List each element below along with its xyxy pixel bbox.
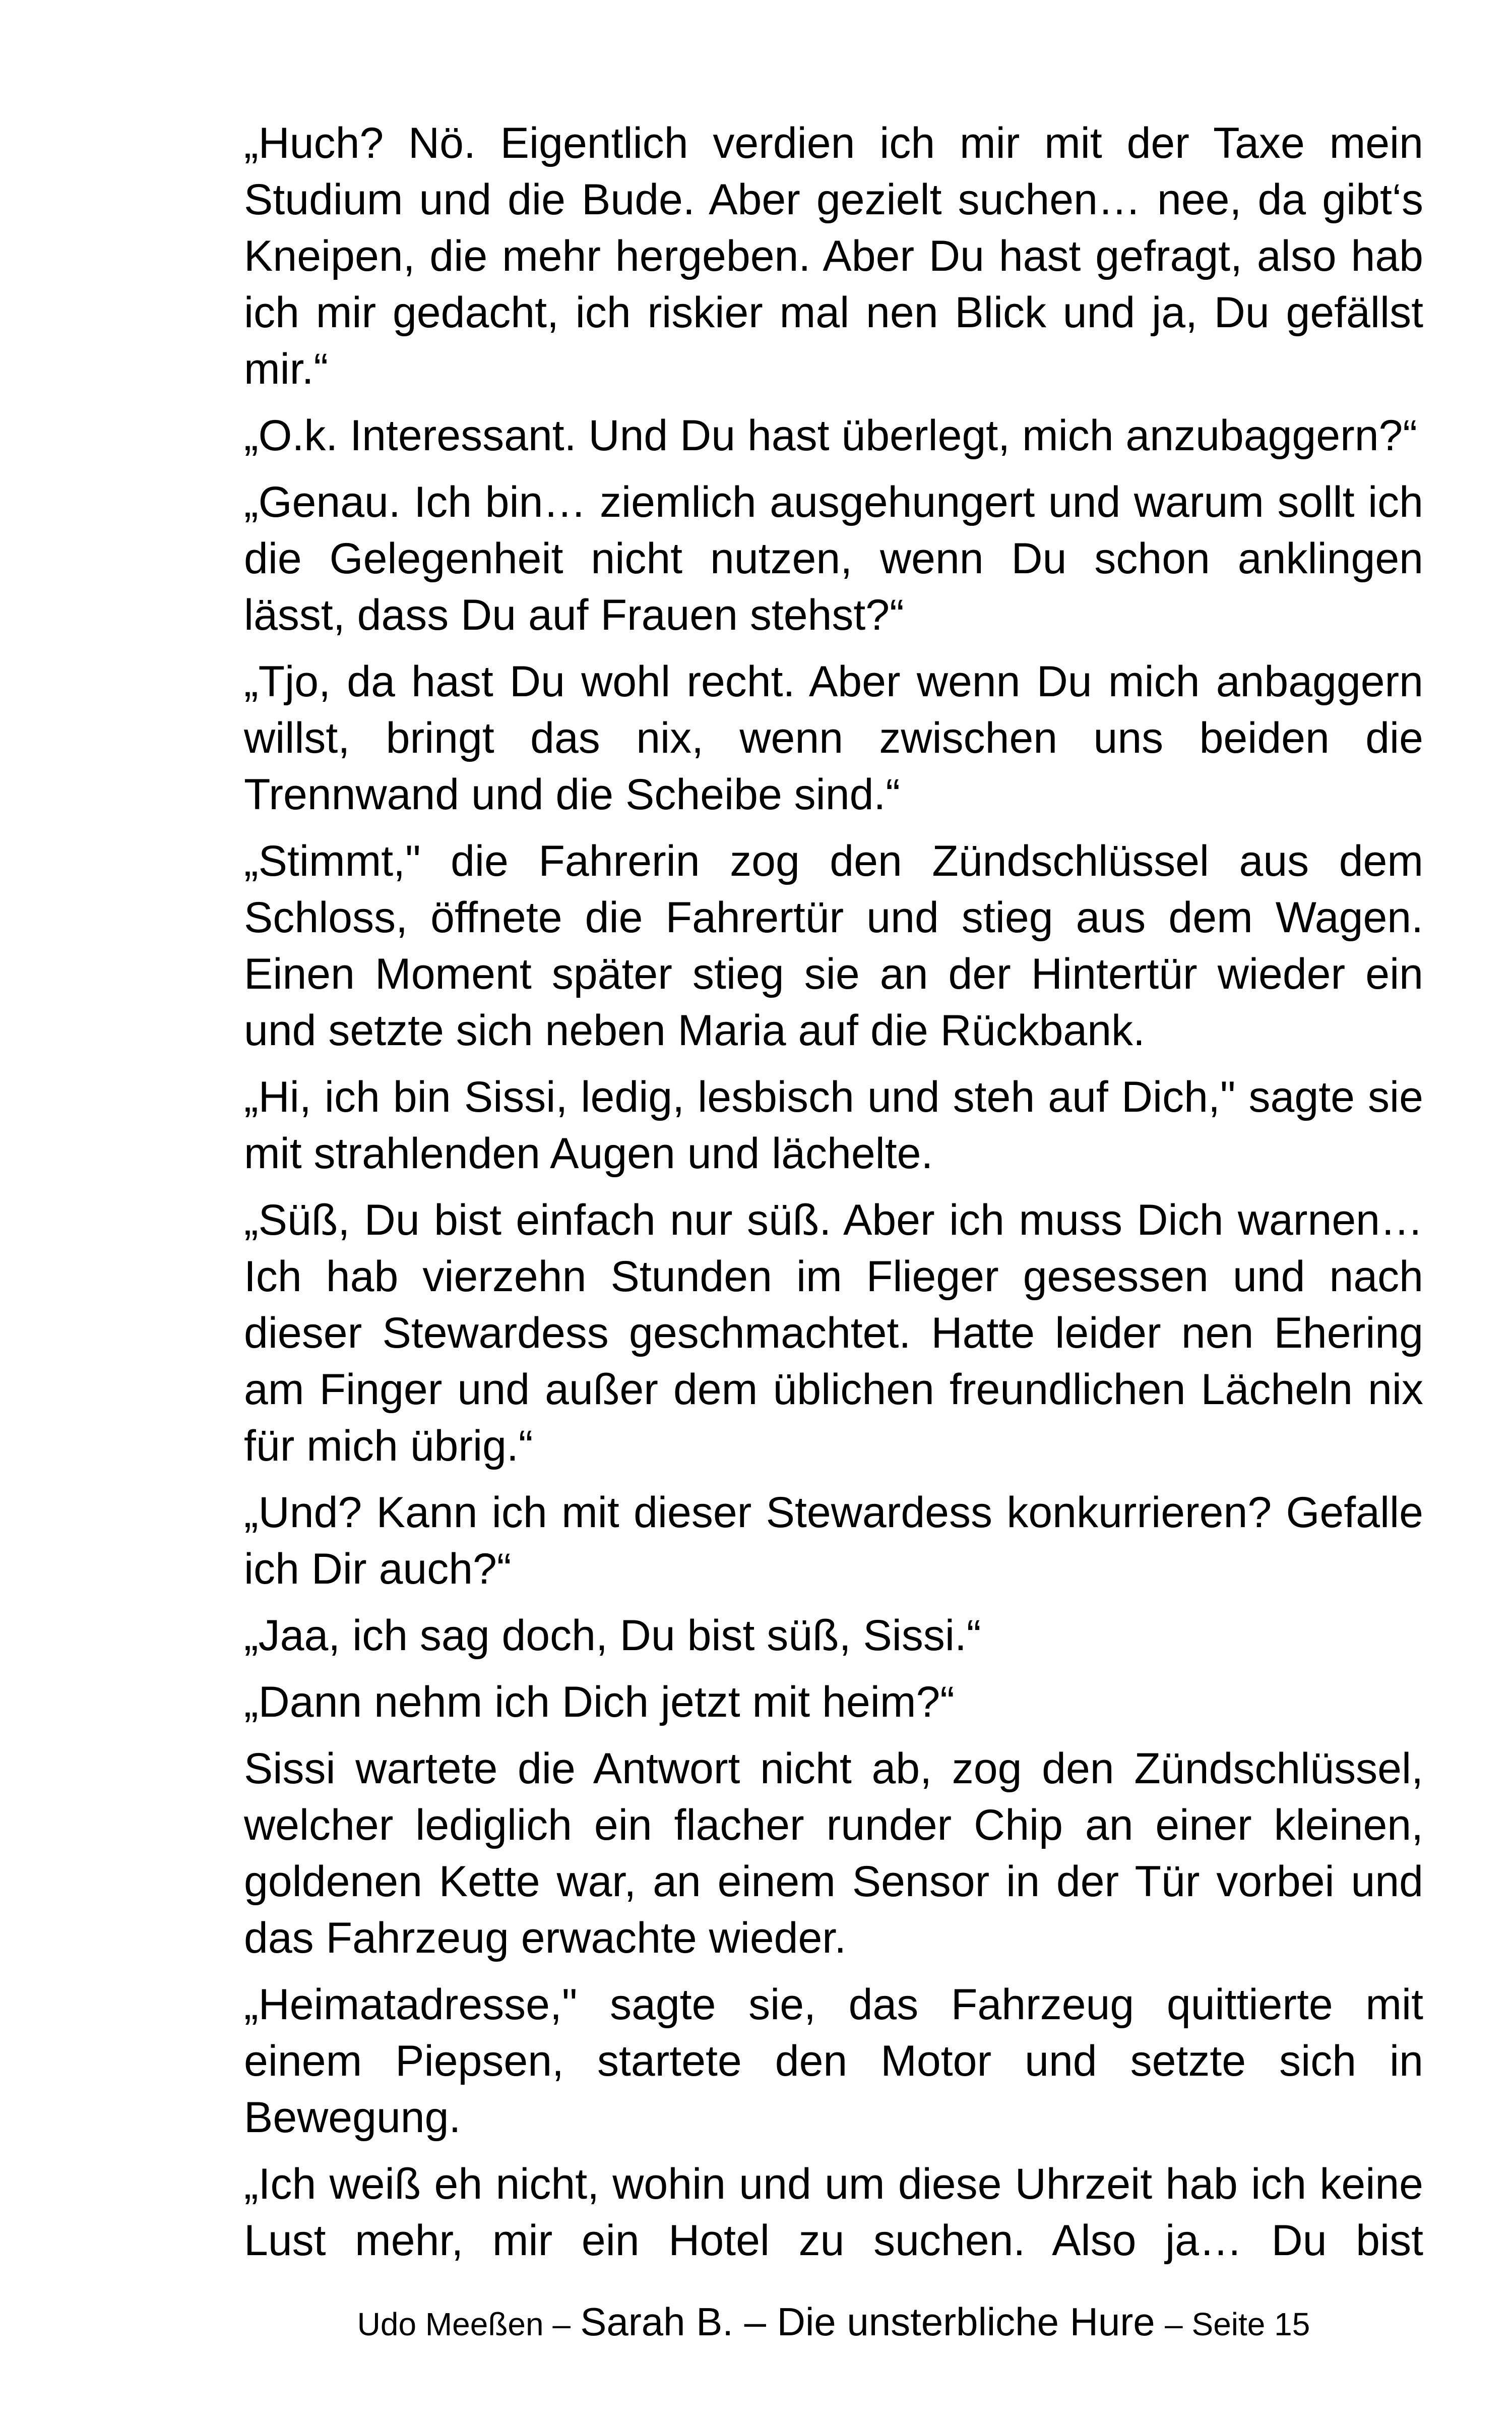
page-footer xyxy=(244,2299,1423,2347)
paragraph-9: „Jaa, ich sag doch, Du bist süß, Sissi.“ xyxy=(244,1611,981,1660)
paragraph-6: „Hi, ich bin Sissi, ledig, lesbisch und steh auf Dich," sagte sie mit strahlenden Augen und lächelte. xyxy=(244,1073,1423,1178)
footer-author: Udo Meeßen – xyxy=(357,2306,571,2342)
paragraph-11: Sissi wartete die Antwort nicht ab, zog den Zündschlüssel, welcher lediglich ein flacher runder Chip an einer kleinen, goldenen Kette war, an einem Sensor in der Tür vorbei und das Fahrzeug erwachte wieder. xyxy=(244,1744,1423,1962)
paragraph-10: „Dann nehm ich Dich jetzt mit heim?“ xyxy=(244,1678,955,1726)
paragraph-1: „Huch? Nö. Eigentlich verdien ich mir mit der Taxe mein Studium und die Bude. Aber gezielt suchen… nee, da gibt‘s Kneipen, die mehr hergeben. Aber Du hast gefragt, also hab ich mir gedacht, ich riskier mal nen Blick und ja, Du gefällst mir.“ xyxy=(244,119,1423,393)
paragraph-12: „Heimatadresse," sagte sie, das Fahrzeug quittierte mit einem Piepsen, startete den Motor und setzte sich in Bewegung. xyxy=(244,1980,1423,2142)
paragraph-5: „Stimmt," die Fahrerin zog den Zündschlüssel aus dem Schloss, öffnete die Fahrertür und stieg aus dem Wagen. Einen Moment später stieg sie an der Hintertür wieder ein und setzte sich neben Maria auf die Rückbank. xyxy=(244,837,1423,1055)
footer-title: Sarah B. – Die unsterbliche Hure xyxy=(580,2300,1155,2344)
paragraph-8: „Und? Kann ich mit dieser Stewardess konkurrieren? Gefalle ich Dir auch?“ xyxy=(244,1488,1423,1593)
paragraph-13: „Ich weiß eh nicht, wohin und um diese Uhrzeit hab ich keine Lust mehr, mir ein Hotel zu suchen. Also ja… Du bist xyxy=(244,2160,1423,2265)
paragraph-4: „Tjo, da hast Du wohl recht. Aber wenn Du mich anbaggern willst, bringt das nix, wenn zwischen uns beiden die Trennwand und die Scheibe sind.“ xyxy=(244,657,1423,819)
paragraph-2: „O.k. Interessant. Und Du hast überlegt, mich anzubaggern?“ xyxy=(244,411,1418,460)
paragraph-3: „Genau. Ich bin… ziemlich ausgehungert und warum sollt ich die Gelegenheit nicht nutzen, wenn Du schon anklingen lässt, dass Du auf Frauen stehst?“ xyxy=(244,478,1423,639)
body-text xyxy=(244,115,1423,2279)
paragraph-7: „Süß, Du bist einfach nur süß. Aber ich muss Dich warnen… Ich hab vierzehn Stunden im Flieger gesessen und nach dieser Stewardess geschmachtet. Hatte leider nen Ehering am Finger und außer dem üblichen freundlichen Lächeln nix für mich übrig.“ xyxy=(244,1196,1423,1470)
footer-page-number: – Seite 15 xyxy=(1165,2306,1310,2342)
